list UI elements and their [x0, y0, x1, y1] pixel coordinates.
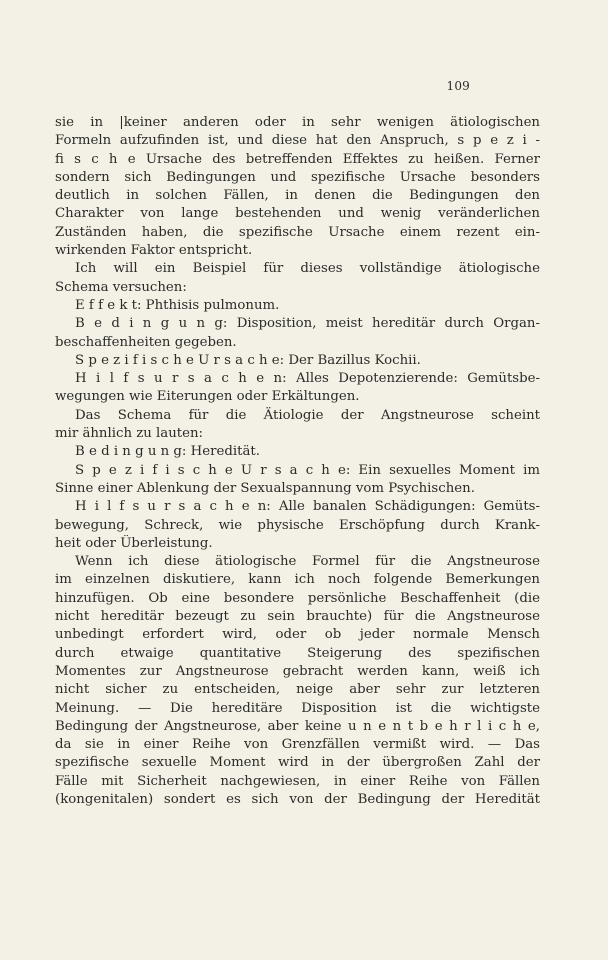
- text-line: Zuständen haben, die spezifische Ursache einem rezent ein-: [55, 224, 540, 240]
- text-line: deutlich in solchen Fällen, in denen die Bedingungen den: [55, 188, 540, 204]
- text-line: H i l f s u r s a c h e n: Alle banalen Schädigungen: Gemüts-: [75, 499, 540, 515]
- text-line: sondern sich Bedingungen und spezifische Ursache besonders: [55, 169, 540, 185]
- text-line: mir ähnlich zu lauten:: [55, 426, 204, 442]
- text-line: Meinung. — Die hereditäre Disposition ist die wichtigste: [55, 700, 540, 716]
- text-line: Bedingung der Angstneurose, aber keine u n e n t b e h r l i c h e,: [55, 718, 540, 734]
- text-line: Wenn ich diese ätiologische Formel für die Angstneurose: [75, 554, 540, 570]
- text-line: heit oder Überleistung.: [55, 535, 213, 551]
- text-line: S p e z i f i s c h e U r s a c h e: Ein sexuelles Moment im: [75, 462, 540, 478]
- text-line: (kongenitalen) sondert es sich von der Bedingung der Heredität: [55, 791, 540, 807]
- text-line: wegungen wie Eiterungen oder Erkältungen.: [55, 389, 360, 405]
- text-line: im einzelnen diskutiere, kann ich noch folgende Bemerkungen: [55, 572, 540, 588]
- text-line: Formeln aufzufinden ist, und diese hat den Anspruch, s p e z i -: [55, 133, 540, 149]
- text-line: fi s c h e Ursache des betreffenden Effektes zu heißen. Ferner: [55, 151, 540, 167]
- body-text: [55, 114, 540, 809]
- text-line: beschaffenheiten gegeben.: [55, 334, 237, 350]
- text-line: nicht sicher zu entscheiden, neige aber sehr zur letzteren: [55, 682, 540, 698]
- text-line: Fälle mit Sicherheit nachgewiesen, in einer Reihe von Fällen: [55, 773, 540, 789]
- text-line: wirkenden Faktor entspricht.: [55, 243, 253, 259]
- text-line: Momentes zur Angstneurose gebracht werden kann, weiß ich: [55, 663, 540, 679]
- text-line: Ich will ein Beispiel für dieses vollständige ätiologische: [75, 261, 540, 277]
- text-line: sie in |keiner anderen oder in sehr wenigen ätiologischen: [55, 115, 540, 130]
- text-line: durch etwaige quantitative Steigerung des spezifischen: [55, 645, 540, 661]
- text-line: S p e z i f i s c h e U r s a c h e: Der Bazillus Kochii.: [75, 352, 421, 368]
- text-line: unbedingt erfordert wird, oder ob jeder normale Mensch: [55, 627, 540, 643]
- text-line: Das Schema für die Ätiologie der Angstneurose scheint: [75, 407, 540, 423]
- text-line: E f f e k t: Phthisis pulmonum.: [75, 297, 280, 313]
- text-line: Charakter von lange bestehenden und wenig veränderlichen: [55, 206, 540, 222]
- text-line: da sie in einer Reihe von Grenzfällen vermißt wird. — Das: [55, 737, 540, 753]
- page-number: 109: [446, 79, 470, 93]
- text-line: B e d i n g u n g: Heredität.: [75, 444, 260, 460]
- text-line: hinzufügen. Ob eine besondere persönliche Beschaffenheit (die: [55, 590, 540, 606]
- text-line: Sinne einer Ablenkung der Sexualspannung vom Psychischen.: [55, 480, 475, 496]
- text-line: bewegung, Schreck, wie physische Erschöpfung durch Krank-: [55, 517, 540, 533]
- text-line: spezifische sexuelle Moment wird in der übergroßen Zahl der: [55, 755, 540, 771]
- text-line: nicht hereditär bezeugt zu sein brauchte) für die Angstneurose: [55, 609, 540, 625]
- text-line: B e d i n g u n g: Disposition, meist hereditär durch Organ-: [75, 316, 540, 332]
- text-line: Schema versuchen:: [55, 279, 187, 295]
- text-line: H i l f s u r s a c h e n: Alles Depotenzierende: Gemütsbe-: [75, 371, 540, 387]
